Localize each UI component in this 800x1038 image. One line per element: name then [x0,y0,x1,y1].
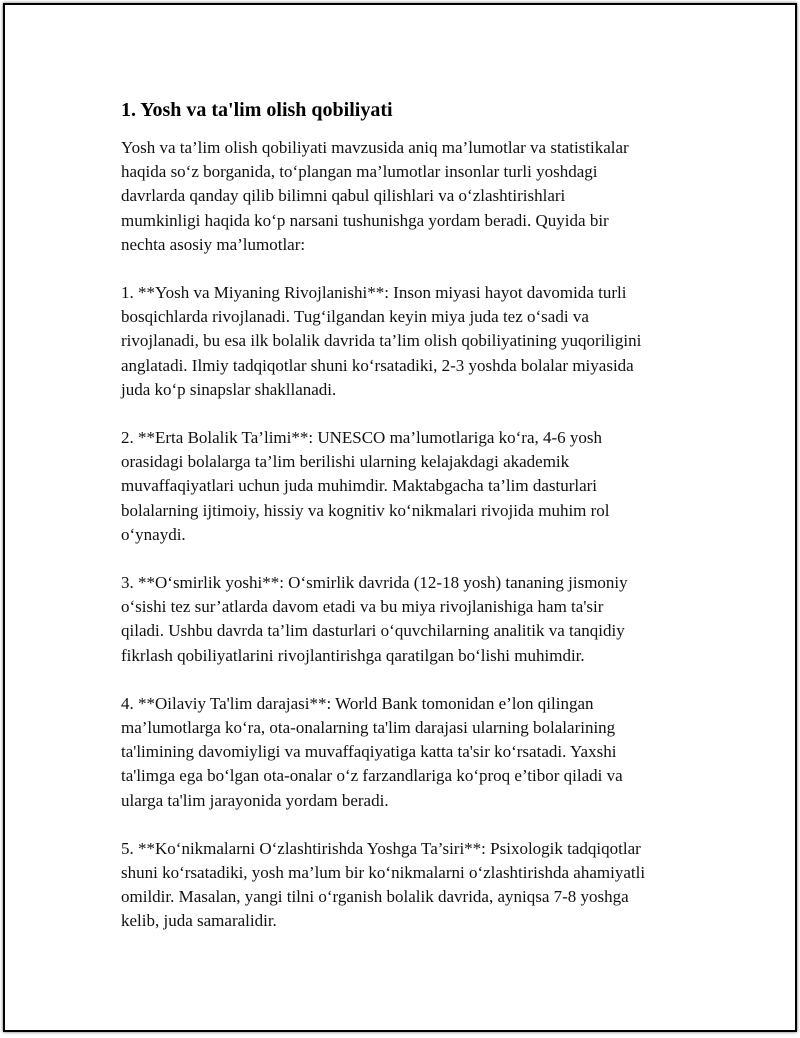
paragraph-adolescence: 3. **O‘smirlik yoshi**: O‘smirlik davrida (12-18 yosh) tananing jismoniy o‘sishi tez sur’atlarda davom etadi va bu miya rivojlanishiga ham ta'sir qiladi. Ushbu davrda ta’lim dasturlari o‘quvchilarning analitik va tanqidiy fikrlash qobiliyatlarini rivojlantirishga qaratilgan bo‘lishi muhimdir. [121,573,628,665]
intro-paragraph: Yosh va ta’lim olish qobiliyati mavzusida aniq ma’lumotlar va statistikalar haqida so‘z borganida, to‘plangan ma’lumotlar insonlar turli yoshdagi davrlarda qanday qilib bilimni qabul qilishlari va o‘zlashtirishlari mumkinligi haqida ko‘p narsani tushunishga yordam beradi. Quyida bir nechta asosiy ma’lumotlar: [121,138,629,254]
paragraph-family-education: 4. **Oilaviy Ta'lim darajasi**: World Bank tomonidan e’lon qilingan ma’lumotlarga ko‘ra, ota-onalarning ta'lim darajasi ularning bolalarining ta'limining davomiyligi va muvaffaqiyatiga katta ta'sir ko‘rsatadi. Yaxshi ta'limga ega bo‘lgan ota-onalar o‘z farzandlariga ko‘proq e’tibor qiladi va ularga ta'lim jarayonida yordam beradi. [121,693,623,810]
paragraph-skills-age: 5. **Ko‘nikmalarni O‘zlashtirishda Yoshga Ta’siri**: Psixologik tadqiqotlar shuni ko‘rsatadiki, yosh ma’lum bir ko‘nikmalarni o‘zlashtirishda ahamiyatli omildir. Masalan, yangi tilni o‘rganish bolalik davrida, ayniqsa 7-8 yoshga kelib, juda samaralidir. [121,838,646,931]
paragraph-brain-development: 1. **Yosh va Miyaning Rivojlanishi**: Inson miyasi hayot davomida turli bosqichlarda rivojlanadi. Tug‘ilgandan keyin miya juda tez o‘sadi va rivojlanadi, bu esa ilk bolalik davrida ta’lim olish qobiliyatining yuqoriligini anglatadi. Ilmiy tadqiqotlar shuni ko‘rsatadiki, 2-3 yoshda bolalar miyasida juda ko‘p sinapslar shakllanadi. [121,283,642,399]
paragraph-early-childhood: 2. **Erta Bolalik Ta’limi**: UNESCO ma’lumotlariga ko‘ra, 4-6 yosh orasidagi bolalarga ta’lim berilishi ularning kelajakdagi akademik muvaffaqiyatlari uchun juda muhimdir. Maktabgacha ta’lim dasturlari bolalarning ijtimoiy, hissiy va kognitiv ko‘nikmalari rivojida muhim rol o‘ynaydi. [121,428,610,544]
section-heading: 1. Yosh va ta'lim olish qobiliyati [121,99,393,121]
document-page [3,3,797,1032]
document-body [121,98,711,958]
